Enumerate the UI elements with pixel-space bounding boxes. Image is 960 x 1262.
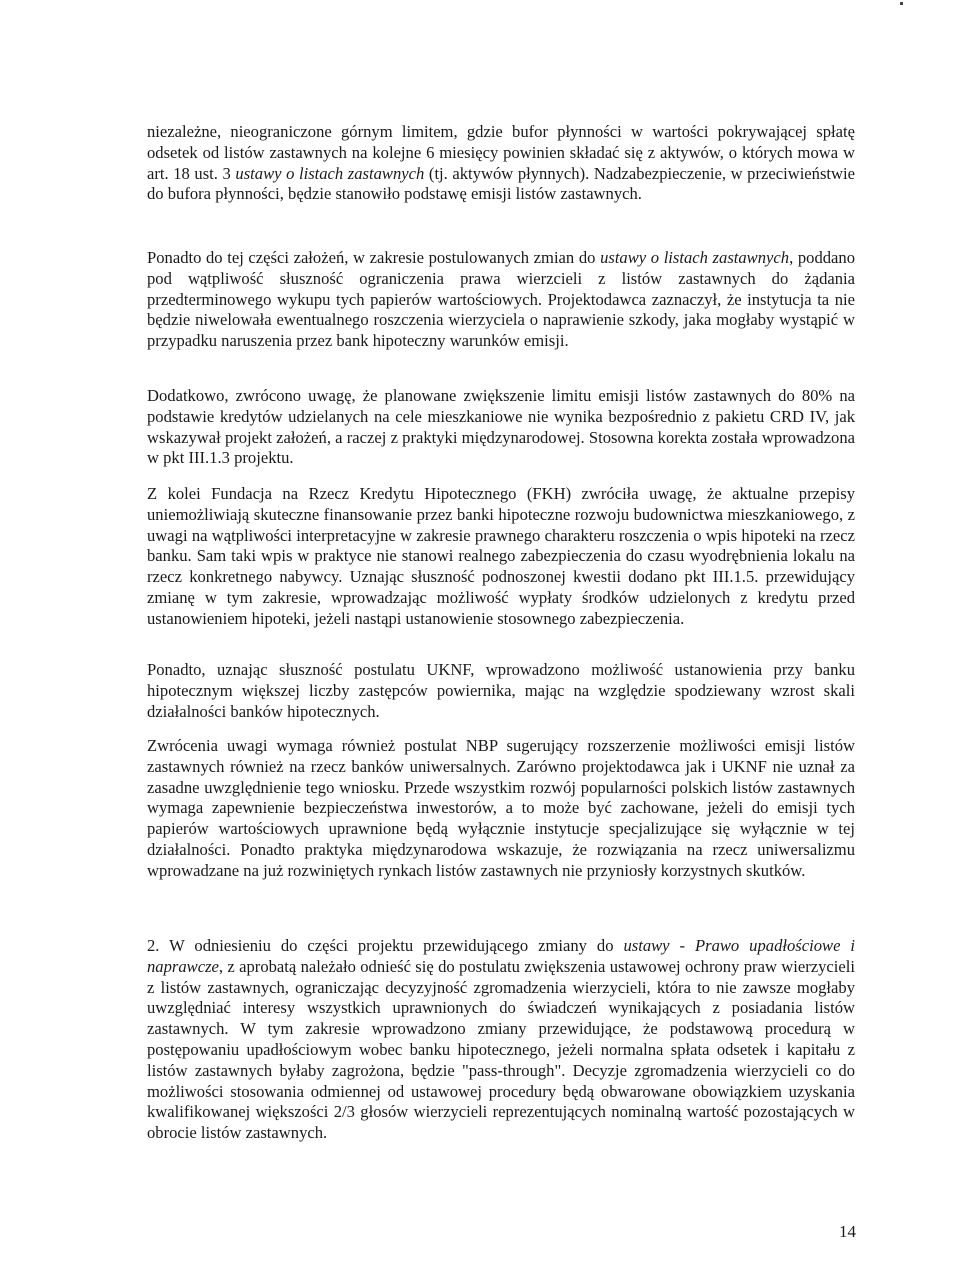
text-segment: , z aprobatą należało odnieść się do postulatu zwiększenia ustawowej ochrony praw wierzycieli z listów zastawnych, ograniczając decyzyjność zgromadzenia wierzycieli, która to nie zawsze mogłaby uwzględniać interesy wszystkich uprawnionych do świadczeń wynikających z posiadania listów zastawnych. W tym zakresie wprowadzono zmiany przewidujące, że podstawową procedurą w postępowaniu upadłościowym wobec banku hipotecznego, jeżeli normalna spłata odsetek i kapitału z listów zastawnych byłaby zagrożona, będzie "pass-through". Decyzje zgromadzenia wierzycieli co do możliwości stosowania odmiennej od ustawowej procedury będą obwarowane obowiązkiem uzyskania kwalifikowanej większości 2/3 głosów wierzycieli reprezentujących nominalną wartość pozostających w obrocie listów zastawnych. bbox=[147, 956, 855, 1143]
text-segment: Dodatkowo, zwrócono uwagę, że planowane zwiększenie limitu emisji listów zastawnych do 80% na podstawie kredytów udzielanych na cele mieszkaniowe nie wynika bezpośrednio z pakietu CRD IV, jak wskazywał projekt założeń, a raczej z praktyki międzynarodowej. Stosowna korekta została wprowadzona w pkt III.1.3 projektu. bbox=[147, 386, 855, 468]
text-segment: Zwrócenia uwagi wymaga również postulat NBP sugerujący rozszerzenie możliwości emisji listów zastawnych również na rzecz banków uniwersalnych. Zarówno projektodawca jak i UKNF nie uznał za zasadne uwzględnienie tego wniosku. Przede wszystkim rozwój popularności polskich listów zastawnych wymaga zapewnienie bezpieczeństwa inwestorów, a to może być zachowane, jeżeli do emisji tych papierów wartościowych uprawnione będą wyłącznie instytucje specjalizujące się wyłącznie w tej działalności. Ponadto praktyka międzynarodowa wskazuje, że rozwiązania na rzecz uniwersalizmu wprowadzane na już rozwiniętych rynkach listów zastawnych nie przyniosły korzystnych skutków. bbox=[147, 736, 855, 880]
paragraph-bankruptcy-law bbox=[147, 936, 855, 1144]
italic-act-title: ustawy o listach zastawnych bbox=[600, 248, 790, 267]
text-segment: Ponadto, uznając słuszność postulatu UKNF, wprowadzono możliwość ustanowienia przy banku hipotecznym większej liczby zastępców powiernika, mając na względzie spodziewany wzrost skali działalności banków hipotecznych. bbox=[147, 660, 855, 721]
text-segment: , poddano pod wątpliwość słuszność ograniczenia prawa wierzcieli z listów zastawnych do żądania przedterminowego wykupu tych papierów wartościowych. Projektodawca zaznaczył, że instytucja ta nie będzie niwelowała ewentualnego roszczenia wierzyciela o naprawienie szkody, jaka mogłaby wystąpić w przypadku naruszenia przez bank hipoteczny warunków emisji. bbox=[147, 248, 855, 351]
italic-act-title: ustawy o listach zastawnych bbox=[235, 163, 425, 183]
text-segment: Z kolei Fundacja na Rzecz Kredytu Hipotecznego (FKH) zwróciła uwagę, że aktualne przepisy uniemożliwiają skuteczne finansowanie przez banki hipoteczne rozwoju budownictwa mieszkaniowego, z uwagi na wątpliwości interpretacyjne w zakresie prawnego charakteru roszczenia o wpis hipoteki na rzecz banku. Sam taki wpis w praktyce nie stanowi realnego zabezpieczenia do czasu wyodrębnienia lokalu na rzecz konkretnego nabywcy. Uznając słuszność podnoszonej kwestii dodano pkt III.1.5. przewidujący zmianę w tym zakresie, wprowadzając możliwość wypłaty środków udzielonych z kredytu przed ustanowieniem hipoteki, jeżeli nastąpi ustanowienie stosownego zabezpieczenia. bbox=[147, 484, 855, 628]
paragraph-nbp-universal-banks bbox=[147, 736, 855, 882]
paragraph-fkh-mortgage bbox=[147, 484, 855, 630]
paragraph-emission-limit bbox=[147, 386, 855, 469]
text-segment: 2. W odniesieniu do części projektu przewidującego zmiany do bbox=[147, 936, 624, 955]
text-segment: Ponadto do tej części założeń, w zakresie postulowanych zmian do bbox=[147, 248, 601, 267]
italic-act-title: ustawy - Prawo upadłościowe i naprawcze bbox=[147, 936, 855, 976]
text-segment: (tj. aktywów płynnych). Nadzabezpieczenie, w przeciwieństwie do bufora płynności, będzie stanowiło podstawę emisji listów zastawnych. bbox=[147, 163, 855, 204]
paragraph-early-redemption bbox=[147, 248, 855, 352]
page-number: 14 bbox=[839, 1222, 856, 1241]
paragraph-liquidity-buffer bbox=[147, 122, 855, 205]
text-segment: niezależne, nieograniczone górnym limitem, gdzie bufor płynności w wartości pokrywającej spłatę odsetek od listów zastawnych na kolejne 6 miesięcy powinien składać się z aktywów, o których mowa w art. 18 ust. 3 bbox=[147, 122, 855, 183]
paragraph-uknf-trustee bbox=[147, 660, 855, 722]
scan-mark bbox=[900, 2, 903, 5]
